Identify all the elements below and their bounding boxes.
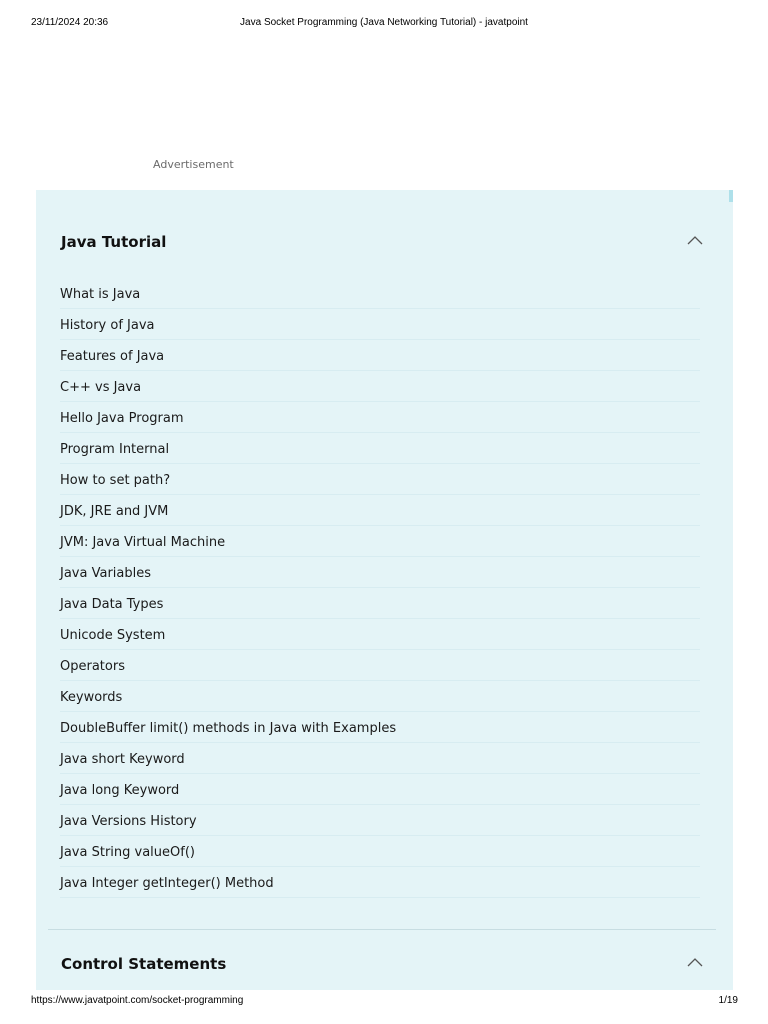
sidebar-item[interactable] [60, 774, 700, 805]
sidebar-item-label: Features of Java [60, 349, 165, 364]
sidebar-item[interactable] [60, 867, 700, 898]
print-url: https://www.javatpoint.com/socket-programming [31, 995, 244, 1006]
sidebar-item[interactable] [60, 433, 700, 464]
sidebar-item[interactable] [60, 309, 700, 340]
sidebar-item-label: How to set path? [60, 473, 171, 488]
sidebar-item[interactable] [60, 619, 700, 650]
section-header-java-tutorial[interactable] [61, 230, 701, 254]
print-footer [0, 995, 768, 1009]
print-page-number: 1/19 [718, 995, 738, 1006]
sidebar-item-label: Java Data Types [60, 597, 164, 612]
sidebar-item-label: Java long Keyword [60, 783, 180, 798]
sidebar-item-label: History of Java [60, 318, 155, 333]
print-datetime: 23/11/2024 20:36 [31, 17, 109, 28]
sidebar-item-label: Unicode System [60, 628, 166, 643]
sidebar-item[interactable] [60, 712, 700, 743]
sidebar-panel [36, 190, 733, 990]
section-header-control-statements[interactable] [61, 952, 701, 976]
sidebar-item[interactable] [60, 495, 700, 526]
sidebar-item-label: Java Integer getInteger() Method [60, 876, 274, 891]
section-divider [48, 929, 716, 930]
sidebar-item[interactable] [60, 805, 700, 836]
sidebar-item[interactable] [60, 340, 700, 371]
sidebar-item-label: JDK, JRE and JVM [60, 504, 169, 519]
sidebar-item[interactable] [60, 681, 700, 712]
section-title: Control Statements [61, 955, 227, 973]
sidebar-item[interactable] [60, 836, 700, 867]
sidebar-item-label: JVM: Java Virtual Machine [60, 535, 226, 550]
sidebar-item-label: Operators [60, 659, 125, 674]
sidebar-list [60, 278, 700, 898]
sidebar-item-label: DoubleBuffer limit() methods in Java with Examples [60, 721, 397, 736]
advertisement-label: Advertisement [153, 158, 234, 171]
sidebar-item-label: Keywords [60, 690, 123, 705]
sidebar-item-label: Java String valueOf() [60, 845, 195, 860]
sidebar-item-label: Java short Keyword [60, 752, 185, 767]
sidebar-item[interactable] [60, 371, 700, 402]
sidebar-item-label: Hello Java Program [60, 411, 184, 426]
scrollbar-thumb[interactable] [729, 190, 733, 202]
print-title: Java Socket Programming (Java Networking Tutorial) - javatpoint [240, 17, 528, 28]
sidebar-item-label: What is Java [60, 287, 141, 302]
sidebar-item[interactable] [60, 464, 700, 495]
sidebar-item-label: Program Internal [60, 442, 170, 457]
chevron-up-icon[interactable] [687, 235, 701, 249]
sidebar-item[interactable] [60, 557, 700, 588]
print-header [0, 17, 768, 31]
sidebar-item[interactable] [60, 743, 700, 774]
sidebar-item-label: Java Versions History [60, 814, 197, 829]
sidebar-item[interactable] [60, 402, 700, 433]
sidebar-item-label: C++ vs Java [60, 380, 142, 395]
sidebar-item[interactable] [60, 526, 700, 557]
sidebar-item[interactable] [60, 278, 700, 309]
chevron-up-icon[interactable] [687, 957, 701, 971]
sidebar-item-label: Java Variables [60, 566, 151, 581]
sidebar-item[interactable] [60, 650, 700, 681]
sidebar-item[interactable] [60, 588, 700, 619]
section-title: Java Tutorial [61, 233, 167, 251]
